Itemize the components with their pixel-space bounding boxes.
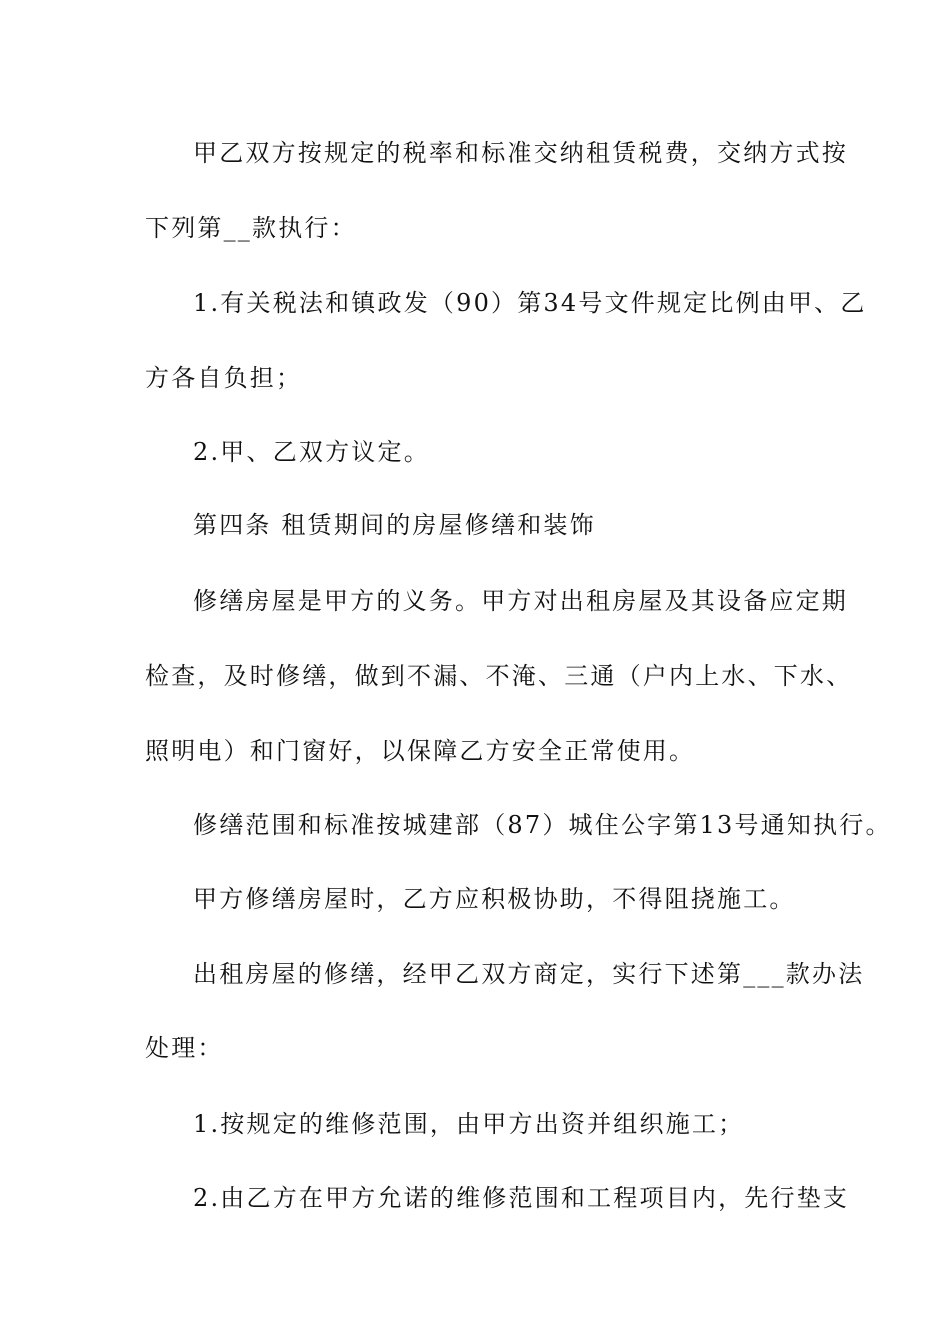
paragraph-line: 2.由乙方在甲方允诺的维修范围和工程项目内，先行垫支 [193,1184,850,1212]
paragraph-line: 修缮范围和标准按城建部（87）城住公字第13号通知执行。 [193,811,892,839]
paragraph-line: 甲乙双方按规定的税率和标准交纳租赁税费，交纳方式按 [193,139,848,167]
paragraph-line: 检查，及时修缮，做到不漏、不淹、三通（户内上水、下水、 [145,662,853,690]
paragraph-line: 下列第__款执行： [145,214,357,242]
paragraph-line: 出租房屋的修缮，经甲乙双方商定，实行下述第___款办法 [193,960,865,988]
paragraph-line: 1.有关税法和镇政发（90）第34号文件规定比例由甲、乙 [193,289,867,317]
paragraph-line: 2.甲、乙双方议定。 [193,438,430,466]
paragraph-line: 1.按规定的维修范围，由甲方出资并组织施工； [193,1110,745,1138]
paragraph-line: 方各自负担； [145,364,303,392]
paragraph-line: 照明电）和门窗好，以保障乙方安全正常使用。 [145,737,696,765]
paragraph-line: 处理： [145,1034,224,1062]
paragraph-line: 修缮房屋是甲方的义务。甲方对出租房屋及其设备应定期 [193,587,848,615]
section-heading: 第四条 租赁期间的房屋修缮和装饰 [193,511,596,539]
paragraph-line: 甲方修缮房屋时，乙方应积极协助，不得阻挠施工。 [193,885,796,913]
